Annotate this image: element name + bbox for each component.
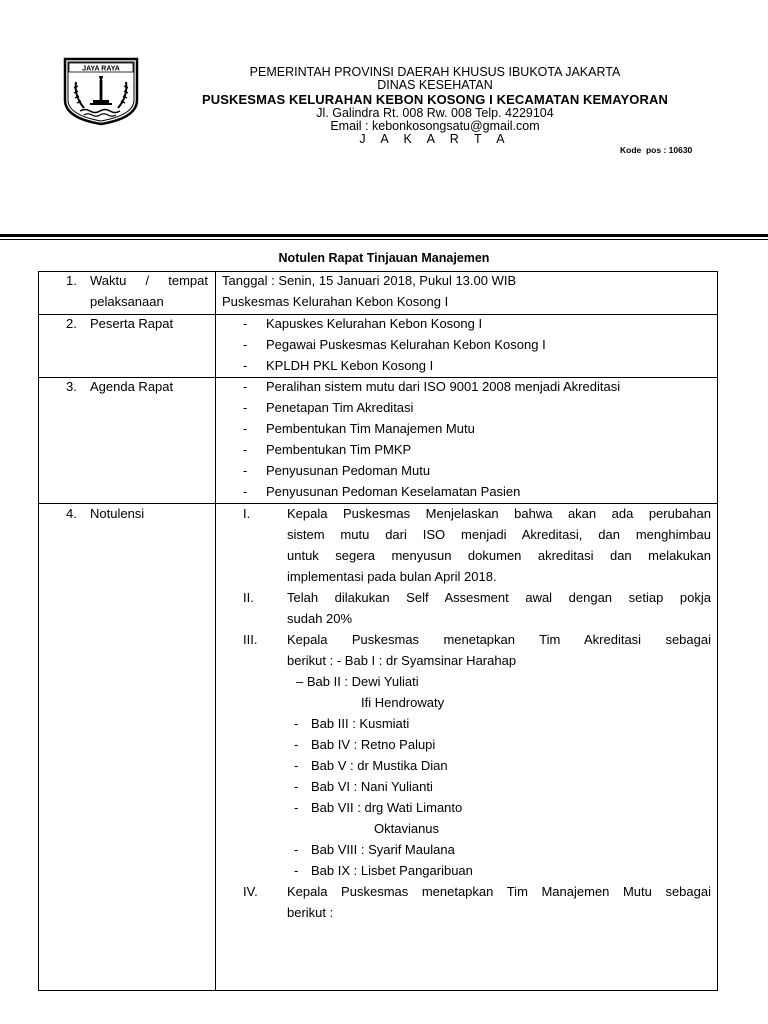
row-number: 3.	[66, 379, 77, 394]
emblem-icon	[62, 56, 140, 126]
table-row-divider	[38, 314, 718, 315]
agenda-item: Penyusunan Pedoman Mutu	[266, 463, 431, 478]
row-number: 2.	[66, 316, 77, 331]
team-member: Bab III : Kusmiati	[311, 716, 410, 731]
team-member: – Bab II : Dewi Yuliati	[296, 674, 419, 689]
agenda-item: Peralihan sistem mutu dari ISO 9001 2008 menjadi Akreditasi	[266, 379, 621, 394]
letterhead-email: Email : kebonkosongsatu@gmail.com	[330, 119, 540, 133]
letterhead-city: J A K A R T A	[359, 132, 511, 146]
team-member: Ifi Hendrowaty	[361, 695, 445, 710]
row-label: pelaksanaan	[90, 294, 164, 309]
notulensi-text: Kepala Puskesmas menetapkan Tim Akreditasi sebagai	[287, 632, 711, 647]
bullet-dash: -	[294, 842, 299, 857]
bullet-dash: -	[294, 716, 299, 731]
participant-item: Pegawai Puskesmas Kelurahan Kebon Kosong I	[266, 337, 546, 352]
point-number: I.	[243, 506, 251, 521]
notulensi-text: sistem mutu dari ISO menjadi Akreditasi, dan menghimbau	[287, 527, 711, 542]
bullet-dash: -	[294, 758, 299, 773]
notulensi-text: untuk segera menyusun dokumen akreditasi dan melakukan	[287, 548, 711, 563]
bullet-dash: -	[243, 337, 248, 352]
bullet-dash: -	[243, 484, 248, 499]
notulensi-text: berikut :	[287, 905, 334, 920]
point-number: III.	[243, 632, 258, 647]
svg-text:JAYA RAYA: JAYA RAYA	[82, 65, 120, 73]
team-member: Bab VI : Nani Yulianti	[311, 779, 433, 794]
table-column-divider	[215, 271, 216, 991]
bullet-dash: -	[243, 400, 248, 415]
point-number: IV.	[243, 884, 258, 899]
notulensi-text: implementasi pada bulan April 2018.	[287, 569, 497, 584]
row-number: 1.	[66, 273, 77, 288]
letterhead-address: Jl. Galindra Rt. 008 Rw. 008 Telp. 4229104	[316, 106, 554, 120]
postal-code: Kode pos : 10630	[620, 145, 693, 155]
participant-item: KPLDH PKL Kebon Kosong I	[266, 358, 434, 373]
agenda-item: Penetapan Tim Akreditasi	[266, 400, 414, 415]
participant-item: Kapuskes Kelurahan Kebon Kosong I	[266, 316, 483, 331]
table-row-divider	[38, 377, 718, 378]
team-member: Bab V : dr Mustika Dian	[311, 758, 448, 773]
notulensi-text: berikut : - Bab I : dr Syamsinar Harahap	[287, 653, 517, 668]
row-label: Notulensi	[90, 506, 145, 521]
bullet-dash: -	[243, 442, 248, 457]
agenda-item: Pembentukan Tim PMKP	[266, 442, 412, 457]
bullet-dash: -	[243, 358, 248, 373]
team-member: Bab VII : drg Wati Limanto	[311, 800, 463, 815]
bullet-dash: -	[243, 379, 248, 394]
agenda-item: Penyusunan Pedoman Keselamatan Pasien	[266, 484, 521, 499]
letterhead-government: PEMERINTAH PROVINSI DAERAH KHUSUS IBUKOTA JAKARTA	[249, 65, 621, 79]
row-number: 4.	[66, 506, 77, 521]
point-number: II.	[243, 590, 254, 605]
row-label: Peserta Rapat	[90, 316, 174, 331]
document-title: Notulen Rapat Tinjauan Manajemen	[278, 251, 490, 265]
bullet-dash: -	[243, 316, 248, 331]
table-row-divider	[38, 503, 718, 504]
notulensi-text: sudah 20%	[287, 611, 353, 626]
team-member: Oktavianus	[374, 821, 440, 836]
notulensi-text: Kepala Puskesmas Menjelaskan bahwa akan ada perubahan	[287, 506, 711, 521]
header-rule-thin	[0, 239, 768, 240]
meeting-place: Puskesmas Kelurahan Kebon Kosong I	[222, 294, 449, 309]
row-label: Agenda Rapat	[90, 379, 174, 394]
jaya-raya-emblem	[62, 56, 140, 126]
team-member: Bab VIII : Syarif Maulana	[311, 842, 455, 857]
header-rule-thick	[0, 234, 768, 237]
agenda-item: Pembentukan Tim Manajemen Mutu	[266, 421, 475, 436]
letterhead-puskesmas: PUSKESMAS KELURAHAN KEBON KOSONG I KECAMATAN KEMAYORAN	[202, 92, 668, 107]
bullet-dash: -	[294, 800, 299, 815]
team-member: Bab IV : Retno Palupi	[311, 737, 436, 752]
bullet-dash: -	[243, 421, 248, 436]
notulensi-text: Kepala Puskesmas menetapkan Tim Manajemen Mutu sebagai	[287, 884, 711, 899]
letterhead-department: DINAS KESEHATAN	[377, 78, 493, 92]
bullet-dash: -	[294, 863, 299, 878]
notulensi-text: Telah dilakukan Self Assesment awal dengan setiap pokja	[287, 590, 711, 605]
meeting-date: Tanggal : Senin, 15 Januari 2018, Pukul 13.00 WIB	[222, 273, 517, 288]
row-label: Waktu / tempat	[90, 273, 208, 288]
bullet-dash: -	[243, 463, 248, 478]
bullet-dash: -	[294, 779, 299, 794]
bullet-dash: -	[294, 737, 299, 752]
team-member: Bab IX : Lisbet Pangaribuan	[311, 863, 473, 878]
